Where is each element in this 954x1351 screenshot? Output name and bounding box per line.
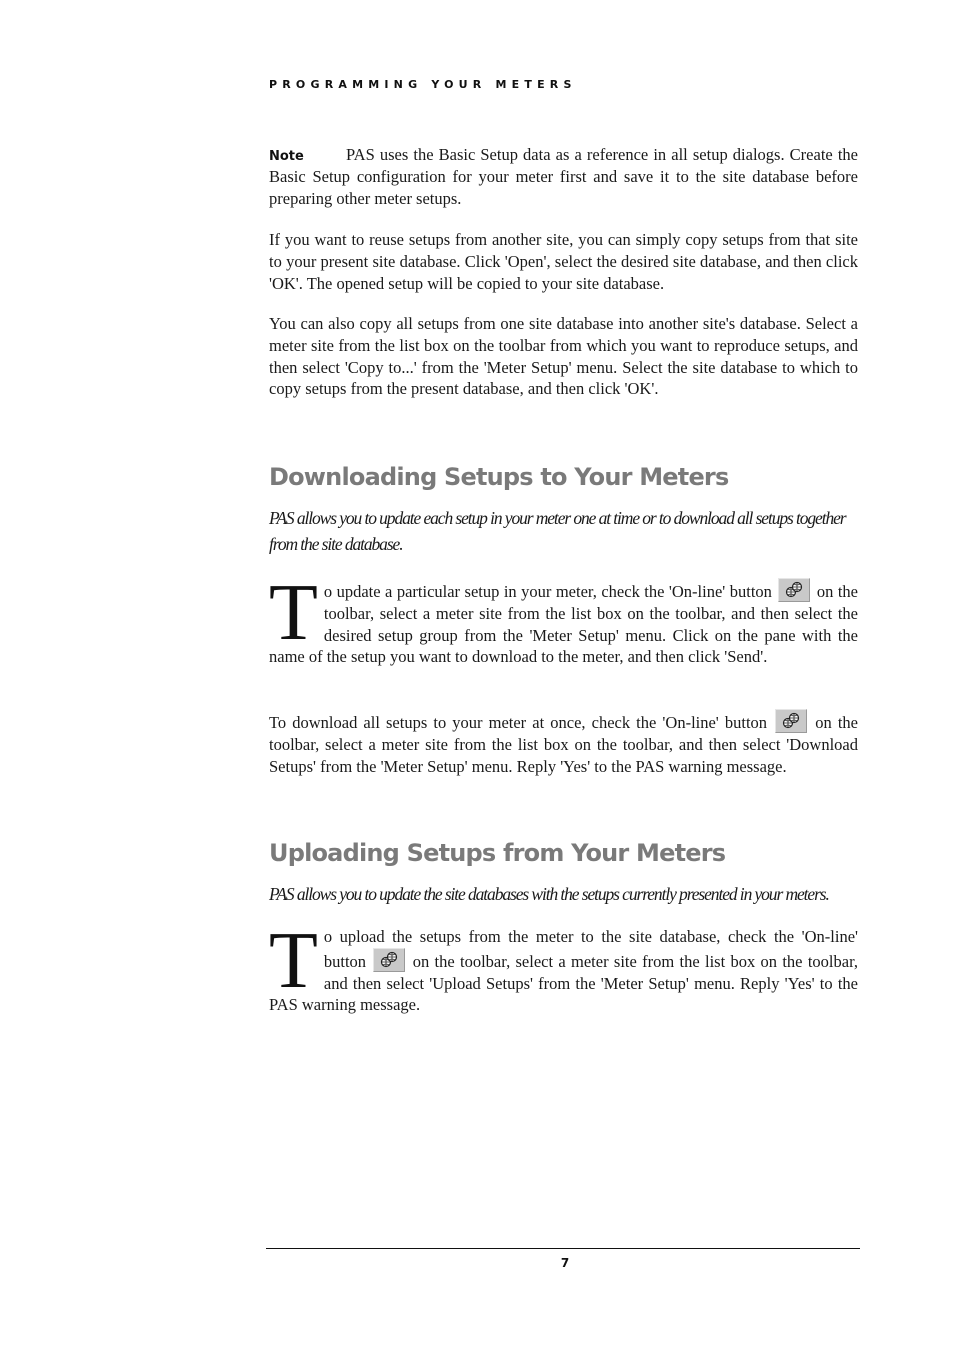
reuse-paragraph: If you want to reuse setups from another site, you can simply copy setups from that site to your present site database. Click 'Open', select the desired site database, and then click 'OK'. The opened setup will be copied to your site database. [269, 230, 858, 293]
online-globe-icon [775, 709, 807, 733]
uploading-paragraph-1 [269, 917, 859, 1016]
paragraph-text: To download all setups to your meter at once, check the 'On-line' button [269, 713, 768, 732]
downloading-heading: Downloading Setups to Your Meters [269, 463, 729, 491]
paragraph-text: on the toolbar, select a meter site from the list box on the toolbar, and then select 'Upload Setups' from the 'Meter Setup' menu. Reply 'Yes' to the PAS warning message. [269, 951, 859, 1015]
downloading-paragraph-2 [269, 709, 858, 777]
drop-cap: T [269, 569, 318, 657]
page-number: 7 [560, 1256, 570, 1270]
downloading-paragraph-1 [269, 569, 859, 668]
paragraph-text: o update a particular setup in your meter, check the 'On-line' button [323, 582, 772, 601]
online-globe-icon [778, 578, 810, 602]
footer-rule [266, 1248, 860, 1249]
note-label: Note [269, 149, 304, 164]
downloading-intro: PAS allows you to update each setup in your meter one at time or to download all setups together from the site database. [269, 508, 846, 554]
uploading-intro: PAS allows you to update the site databases with the setups currently presented in your meters. [269, 884, 829, 904]
note-text: PAS uses the Basic Setup data as a reference in all setup dialogs. Create the Basic Setup configuration for your meter first and save it to the site database before preparing other meter setups. [269, 145, 858, 208]
paragraph-text: on the toolbar, select a meter site from the list box on the toolbar, and then select the desired setup group from the 'Meter Setup' menu. Click on the pane with the name of the setup you want to download to the meter, and then click 'Send'. [269, 582, 859, 667]
online-globe-icon [373, 948, 405, 972]
copy-all-paragraph: You can also copy all setups from one site database into another site's database. Select a meter site from the list box on the toolbar from which you want to reproduce setups, and then select 'Copy to...' from the 'Meter Setup' menu. Select the site database to which to copy setups from the present database, and then click 'OK'. [269, 314, 858, 399]
uploading-heading: Uploading Setups from Your Meters [269, 839, 726, 867]
paragraph-text: on the toolbar, select a meter site from the list box on the toolbar, and then select 'Download Setups' from the 'Meter Setup' menu. Reply 'Yes' to the PAS warning message. [269, 713, 858, 776]
drop-cap: T [269, 917, 318, 1005]
running-head: PROGRAMMING YOUR METERS [269, 78, 577, 91]
paragraph-text: o upload the setups from the meter to the site database, check the 'On-line' button [323, 927, 858, 971]
